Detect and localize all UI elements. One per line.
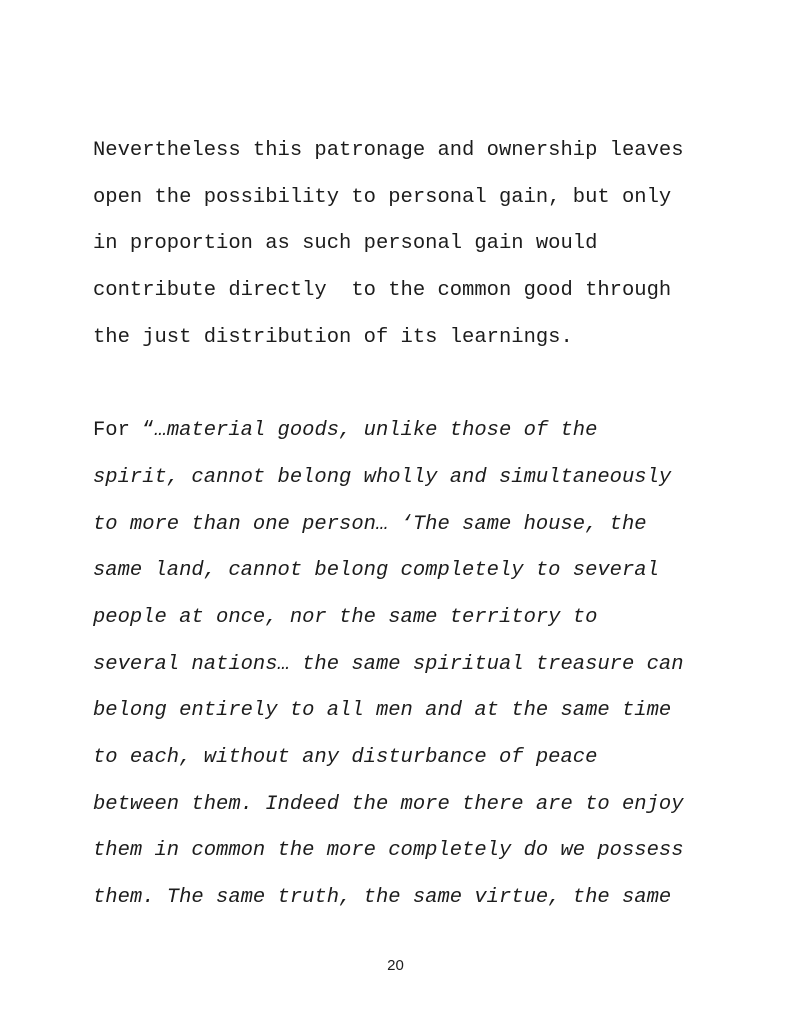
text-line: the just distribution of its learnings. (93, 325, 573, 349)
text-line: Nevertheless this patronage and ownership leaves (93, 139, 684, 162)
text-line: open the possibility to personal gain, but only (93, 185, 672, 209)
text-line (93, 408, 733, 455)
text-line: same land, cannot belong completely to several (93, 559, 659, 583)
text-line: belong entirely to all men and at the same time (93, 699, 672, 723)
text-line: in proportion as such personal gain would (93, 232, 598, 256)
text-line: several nations… the same spiritual treasure can (93, 652, 684, 676)
paragraph-spacer (93, 361, 733, 408)
text-line: to each, without any disturbance of peace (93, 745, 598, 769)
quoted-italic-text: …material goods, unlike those of the (154, 419, 598, 443)
text-line: them in common the more completely do we possess (93, 839, 684, 863)
paragraph-1 (93, 128, 733, 361)
text-line: people at once, nor the same territory to (93, 605, 598, 629)
page-number-label: 20 (387, 957, 404, 974)
text-line: them. The same truth, the same virtue, the same (93, 886, 672, 909)
text-line: to more than one person… ‘The same house, the (93, 512, 647, 536)
page-body-text (93, 128, 733, 922)
paragraph-2 (93, 408, 733, 922)
text-line: spirit, cannot belong wholly and simultaneously (93, 465, 672, 489)
text-line: contribute directly to the common good through (93, 279, 672, 303)
quote-lead-text: For “ (93, 419, 155, 443)
text-line: between them. Indeed the more there are to enjoy (93, 792, 684, 816)
